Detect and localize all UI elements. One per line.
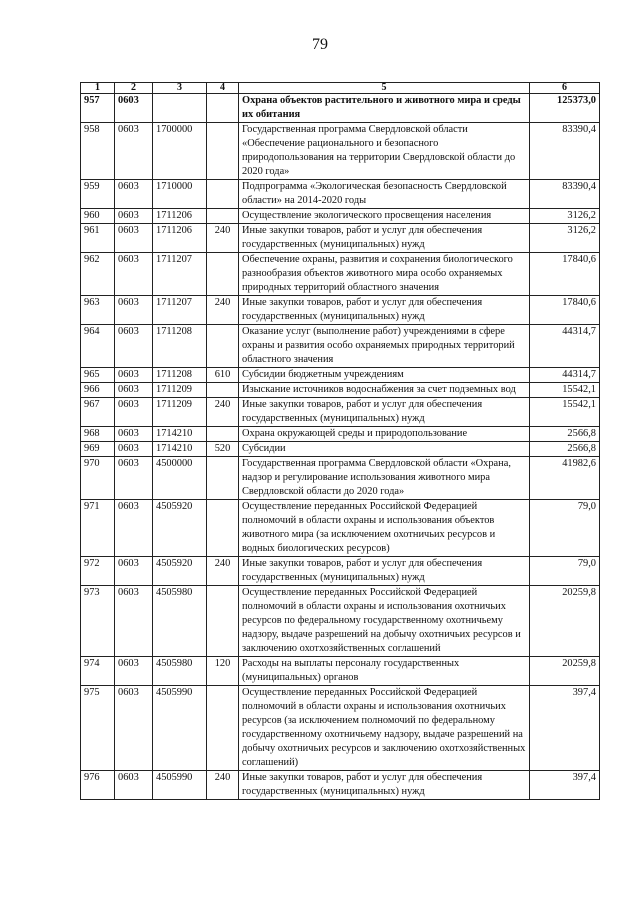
target-article-code: 4505980	[153, 657, 207, 686]
amount: 41982,6	[530, 457, 600, 500]
target-article-code: 4505920	[153, 500, 207, 557]
target-article-code: 4500000	[153, 457, 207, 500]
row-number: 958	[81, 123, 115, 180]
target-article-code: 4505920	[153, 557, 207, 586]
expense-type-code	[207, 383, 239, 398]
row-number: 973	[81, 586, 115, 657]
target-article-code: 1714210	[153, 442, 207, 457]
row-number: 976	[81, 771, 115, 800]
table-row	[81, 94, 600, 123]
target-article-code: 1711207	[153, 253, 207, 296]
section-code: 0603	[115, 686, 153, 771]
item-name: Государственная программа Свердловской области «Охрана, надзор и регулирование использования животного мира Свердловской области до 2020 года»	[239, 457, 530, 500]
header-cell-2: 2	[115, 83, 153, 94]
expense-type-code	[207, 94, 239, 123]
amount: 2566,8	[530, 442, 600, 457]
amount: 397,4	[530, 686, 600, 771]
table-row	[81, 457, 600, 500]
section-code: 0603	[115, 586, 153, 657]
table-row	[81, 383, 600, 398]
page-number: 79	[312, 36, 328, 53]
header-cell-1: 1	[81, 83, 115, 94]
budget-table	[80, 82, 600, 800]
expense-type-code	[207, 209, 239, 224]
row-number: 961	[81, 224, 115, 253]
header-cell-3: 3	[153, 83, 207, 94]
table-row	[81, 253, 600, 296]
item-name: Подпрограмма «Экологическая безопасность Свердловской области» на 2014-2020 годы	[239, 180, 530, 209]
section-code: 0603	[115, 457, 153, 500]
amount: 20259,8	[530, 586, 600, 657]
section-code: 0603	[115, 209, 153, 224]
target-article-code: 1714210	[153, 427, 207, 442]
section-code: 0603	[115, 500, 153, 557]
row-number: 964	[81, 325, 115, 368]
item-name: Иные закупки товаров, работ и услуг для обеспечения государственных (муниципальных) нужд	[239, 771, 530, 800]
table-row	[81, 180, 600, 209]
row-number: 969	[81, 442, 115, 457]
amount: 83390,4	[530, 123, 600, 180]
section-code: 0603	[115, 123, 153, 180]
item-name: Субсидии бюджетным учреждениям	[239, 368, 530, 383]
amount: 397,4	[530, 771, 600, 800]
table-row	[81, 771, 600, 800]
expense-type-code: 240	[207, 557, 239, 586]
table-row	[81, 557, 600, 586]
expense-type-code	[207, 586, 239, 657]
target-article-code: 4505990	[153, 771, 207, 800]
target-article-code: 1711207	[153, 296, 207, 325]
item-name: Осуществление переданных Российской Федерацией полномочий в области охраны и использования объектов животного мира (за исключением охотничьих ресурсов и водных биологических ресурсов)	[239, 500, 530, 557]
target-article-code: 1711206	[153, 209, 207, 224]
row-number: 971	[81, 500, 115, 557]
header-cell-4: 4	[207, 83, 239, 94]
section-code: 0603	[115, 180, 153, 209]
table-row	[81, 586, 600, 657]
target-article-code: 1710000	[153, 180, 207, 209]
expense-type-code	[207, 123, 239, 180]
table-row	[81, 296, 600, 325]
amount: 83390,4	[530, 180, 600, 209]
amount: 3126,2	[530, 209, 600, 224]
item-name: Осуществление переданных Российской Федерацией полномочий в области охраны и использования охотничьих ресурсов (за исключением полномочий по федеральному государственному охотничьему надзору, выдаче разрешений на добычу охотничьих ресурсов и заключению охотхозяйственных соглашений)	[239, 686, 530, 771]
amount: 15542,1	[530, 383, 600, 398]
table-row	[81, 325, 600, 368]
row-number: 959	[81, 180, 115, 209]
item-name: Иные закупки товаров, работ и услуг для обеспечения государственных (муниципальных) нужд	[239, 398, 530, 427]
table-row	[81, 657, 600, 686]
item-name: Субсидии	[239, 442, 530, 457]
table-row	[81, 427, 600, 442]
target-article-code: 1711209	[153, 398, 207, 427]
amount: 17840,6	[530, 296, 600, 325]
row-number: 967	[81, 398, 115, 427]
header-cell-5: 5	[239, 83, 530, 94]
section-code: 0603	[115, 771, 153, 800]
amount: 79,0	[530, 557, 600, 586]
expense-type-code: 610	[207, 368, 239, 383]
expense-type-code: 240	[207, 398, 239, 427]
section-code: 0603	[115, 325, 153, 368]
section-code: 0603	[115, 557, 153, 586]
target-article-code: 1711208	[153, 325, 207, 368]
target-article-code: 1711209	[153, 383, 207, 398]
amount: 2566,8	[530, 427, 600, 442]
expense-type-code: 120	[207, 657, 239, 686]
item-name: Оказание услуг (выполнение работ) учреждениями в сфере охраны и развития особо охраняемых природных территорий областного значения	[239, 325, 530, 368]
section-code: 0603	[115, 657, 153, 686]
item-name: Изыскание источников водоснабжения за счет подземных вод	[239, 383, 530, 398]
row-number: 975	[81, 686, 115, 771]
row-number: 960	[81, 209, 115, 224]
section-code: 0603	[115, 296, 153, 325]
amount: 79,0	[530, 500, 600, 557]
row-number: 965	[81, 368, 115, 383]
row-number: 972	[81, 557, 115, 586]
target-article-code: 4505990	[153, 686, 207, 771]
expense-type-code	[207, 427, 239, 442]
expense-type-code	[207, 457, 239, 500]
section-code: 0603	[115, 253, 153, 296]
expense-type-code	[207, 253, 239, 296]
section-code: 0603	[115, 368, 153, 383]
table-row	[81, 209, 600, 224]
expense-type-code	[207, 500, 239, 557]
expense-type-code: 240	[207, 771, 239, 800]
table-row	[81, 686, 600, 771]
target-article-code	[153, 94, 207, 123]
row-number: 974	[81, 657, 115, 686]
target-article-code: 4505980	[153, 586, 207, 657]
target-article-code: 1711206	[153, 224, 207, 253]
amount: 15542,1	[530, 398, 600, 427]
target-article-code: 1700000	[153, 123, 207, 180]
row-number: 957	[81, 94, 115, 123]
section-code: 0603	[115, 94, 153, 123]
table-row	[81, 224, 600, 253]
row-number: 968	[81, 427, 115, 442]
expense-type-code	[207, 686, 239, 771]
table-row	[81, 368, 600, 383]
item-name: Государственная программа Свердловской области «Обеспечение рационального и безопасного природопользования на территории Свердловской области до 2020 года»	[239, 123, 530, 180]
header-cell-6: 6	[530, 83, 600, 94]
row-number: 966	[81, 383, 115, 398]
section-code: 0603	[115, 442, 153, 457]
section-code: 0603	[115, 224, 153, 253]
amount: 44314,7	[530, 325, 600, 368]
expense-type-code	[207, 180, 239, 209]
table-row	[81, 123, 600, 180]
expense-type-code: 240	[207, 296, 239, 325]
item-name: Охрана окружающей среды и природопользование	[239, 427, 530, 442]
table-row	[81, 398, 600, 427]
header-row	[81, 83, 600, 94]
amount: 125373,0	[530, 94, 600, 123]
table-row	[81, 442, 600, 457]
expense-type-code: 520	[207, 442, 239, 457]
row-number: 962	[81, 253, 115, 296]
item-name: Расходы на выплаты персоналу государственных (муниципальных) органов	[239, 657, 530, 686]
item-name: Иные закупки товаров, работ и услуг для обеспечения государственных (муниципальных) нужд	[239, 296, 530, 325]
amount: 17840,6	[530, 253, 600, 296]
target-article-code: 1711208	[153, 368, 207, 383]
item-name: Осуществление экологического просвещения населения	[239, 209, 530, 224]
section-code: 0603	[115, 398, 153, 427]
table-row	[81, 500, 600, 557]
expense-type-code: 240	[207, 224, 239, 253]
item-name: Осуществление переданных Российской Федерацией полномочий в области охраны и использования охотничьих ресурсов по федеральному государственному охотничьему надзору, выдаче разрешений на добычу охотничьих ресурсов и заключению охотхозяйственных соглашений	[239, 586, 530, 657]
item-name: Иные закупки товаров, работ и услуг для обеспечения государственных (муниципальных) нужд	[239, 557, 530, 586]
item-name: Иные закупки товаров, работ и услуг для обеспечения государственных (муниципальных) нужд	[239, 224, 530, 253]
section-code: 0603	[115, 427, 153, 442]
amount: 20259,8	[530, 657, 600, 686]
expense-type-code	[207, 325, 239, 368]
amount: 44314,7	[530, 368, 600, 383]
row-number: 970	[81, 457, 115, 500]
item-name: Охрана объектов растительного и животного мира и среды их обитания	[239, 94, 530, 123]
item-name: Обеспечение охраны, развития и сохранения биологического разнообразия объектов животного мира особо охраняемых природных территорий областного значения	[239, 253, 530, 296]
amount: 3126,2	[530, 224, 600, 253]
row-number: 963	[81, 296, 115, 325]
section-code: 0603	[115, 383, 153, 398]
